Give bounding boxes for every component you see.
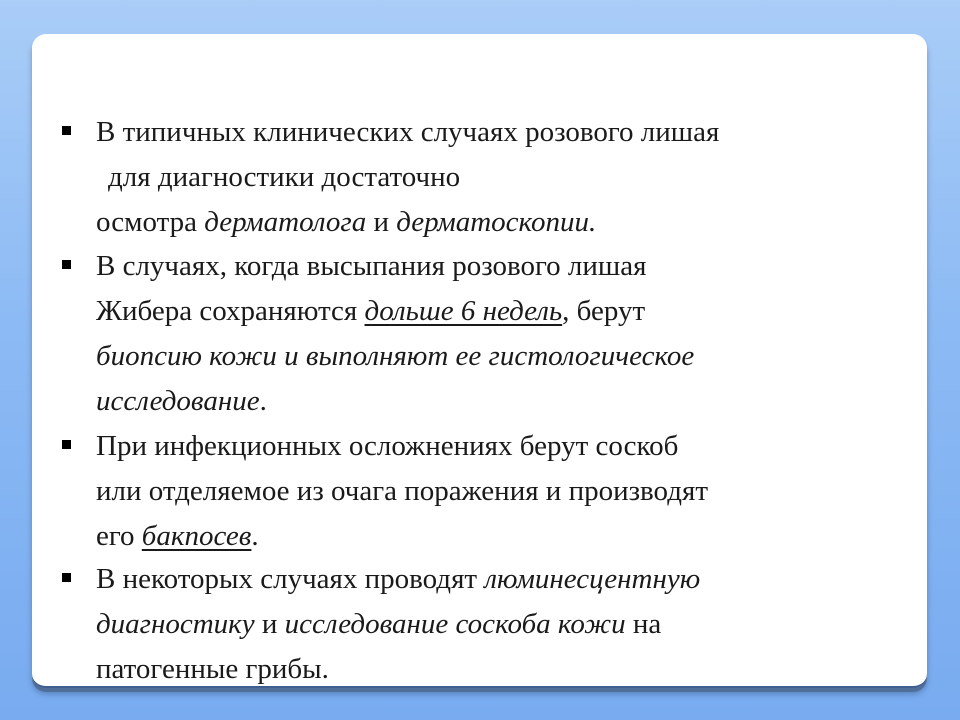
bullet-1-line-3: [96, 200, 719, 245]
bullet-item-2: [32, 244, 734, 424]
text-segment: .: [251, 520, 259, 552]
italic-term-diagnostics: диагностику: [96, 608, 255, 640]
italic-term-dermatoscopy: дерматоскопии.: [396, 206, 597, 238]
bullet-4-line-3: патогенные грибы.: [96, 653, 329, 685]
bullet-1-line-1: В типичных клинических случаях розового лишая: [96, 116, 720, 148]
text-segment: .: [259, 385, 267, 417]
bullet-item-4: [32, 557, 740, 692]
bullet-1-line-2: для диагностики достаточно: [108, 161, 461, 193]
bullet-2-line-3: биопсию кожи и выполняют ее гистологическое: [96, 340, 695, 372]
text-segment: , берут: [562, 295, 646, 327]
bullet-4-line-1: [96, 557, 700, 602]
bullet-2-line-1: В случаях, когда высыпания розового лишая: [96, 250, 647, 282]
bullet-2-line-4: [96, 379, 694, 424]
text-segment: В некоторых случаях проводят: [96, 563, 485, 595]
italic-term-skin-scraping: исследование соскоба кожи: [284, 608, 626, 640]
italic-term-dermatologist: дерматолога: [204, 206, 367, 238]
text-segment: его: [96, 520, 142, 552]
text-segment: Жибера сохраняются: [96, 295, 365, 327]
bullet-square-icon: [62, 573, 71, 582]
underlined-term-six-weeks: дольше 6 недель: [364, 295, 563, 327]
slide-card: [32, 34, 927, 688]
bullet-square-icon: [62, 440, 71, 449]
text-segment: осмотра: [96, 206, 205, 238]
italic-term-examination: исследование: [96, 385, 260, 417]
text-segment: и: [366, 206, 397, 238]
text-segment: на: [625, 608, 662, 640]
bullet-3-line-1: При инфекционных осложнениях берут соскоб: [96, 430, 679, 462]
bullet-2-line-2: [96, 289, 694, 334]
text-segment: и: [254, 608, 285, 640]
bullet-3-line-3: [96, 514, 708, 559]
italic-term-luminescent: люминесцентную: [484, 563, 701, 595]
bullet-square-icon: [62, 260, 71, 269]
bullet-square-icon: [62, 126, 71, 135]
bullet-4-line-2: [96, 602, 700, 647]
bullet-item-3: [32, 424, 748, 559]
bullet-3-line-2: или отделяемое из очага поражения и производят: [96, 475, 708, 507]
underlined-term-culture: бакпосев: [141, 520, 252, 552]
bullet-item-1: [32, 110, 759, 245]
